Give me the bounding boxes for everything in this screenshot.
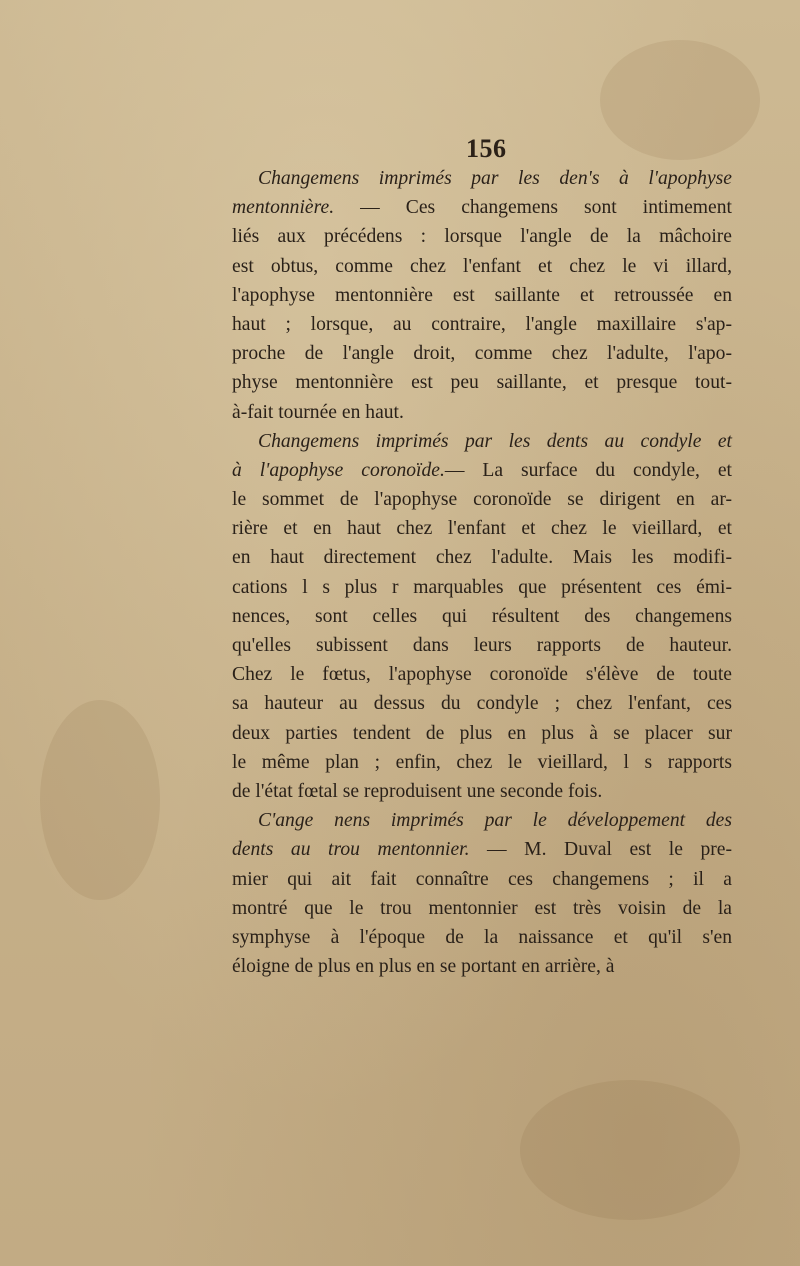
italic-heading-text: à l'apophyse coronoïde. [232, 459, 445, 481]
body-text-segment: symphyse à l'époque de la naissance et qu'il s'en [232, 926, 732, 948]
body-text-segment: cations l s plus r marquables que présentent ces émi- [232, 576, 732, 598]
body-text-segment: liés aux précédens : lorsque l'angle de la mâchoire [232, 226, 732, 248]
italic-heading-text: Changemens imprimés par les den's à l'apophyse [258, 168, 732, 189]
text-line [232, 631, 732, 660]
body-text-segment: est obtus, comme chez l'enfant et chez le vi illard, [232, 255, 732, 277]
body-text-segment: l'apophyse mentonnière est saillante et retroussée en [232, 284, 732, 306]
body-text-segment: de l'état fœtal se reproduisent une seconde fois. [232, 780, 603, 802]
body-text-segment: en haut directement chez l'adulte. Mais les modifi- [232, 547, 732, 569]
italic-heading-text: C'ange nens imprimés par le développement des [258, 810, 732, 832]
text-line [232, 835, 732, 864]
text-line [232, 514, 732, 543]
body-text-segment: haut ; lorsque, au contraire, l'angle maxillaire s'ap- [232, 313, 732, 335]
text-line [232, 602, 732, 631]
text-line [232, 806, 732, 835]
body-text-segment: montré que le trou mentonnier est très voisin de la [232, 897, 732, 919]
body-text-segment: — Ces changemens sont intimement [334, 197, 732, 219]
text-line [232, 777, 732, 806]
italic-heading-text: mentonnière. [232, 197, 335, 219]
body-text-segment: nences, sont celles qui résultent des changemens [232, 605, 732, 627]
text-line [232, 281, 732, 310]
body-text-segment: — M. Duval est le pre- [469, 839, 733, 861]
text-line [232, 485, 732, 514]
text-line [232, 339, 732, 368]
italic-heading-text: dents au trou mentonnier. [232, 839, 470, 861]
text-line [232, 748, 732, 777]
italic-heading-text: Changemens imprimés par les dents au condyle et [258, 430, 732, 452]
paper-stain [40, 700, 160, 900]
body-text-segment: éloigne de plus en plus en se portant en arrière, à [232, 956, 615, 978]
text-line [232, 689, 732, 718]
text-line [232, 310, 732, 339]
paragraph [232, 164, 732, 427]
body-text-segment: — La surface du condyle, et [444, 459, 732, 481]
body-text-segment: mier qui ait fait connaître ces changemens ; il a [232, 868, 732, 890]
text-line [232, 573, 732, 602]
body-text-segment: qu'elles subissent dans leurs rapports de hauteur. [232, 635, 732, 656]
text-line [232, 222, 732, 251]
paper-stain [600, 40, 760, 160]
text-line [232, 952, 732, 981]
text-line [232, 923, 732, 952]
body-text-segment: sa hauteur au dessus du condyle ; chez l'enfant, ces [232, 693, 732, 715]
text-line [232, 660, 732, 689]
text-line [232, 193, 732, 222]
text-line [232, 543, 732, 572]
page-number: 156 [466, 134, 507, 163]
body-text-segment: à-fait tournée en haut. [232, 401, 404, 423]
body-text-segment: le sommet de l'apophyse coronoïde se dirigent en ar- [232, 489, 732, 511]
body-text-segment: le même plan ; enfin, chez le vieillard, l s rapports [232, 751, 732, 773]
body-text-segment: deux parties tendent de plus en plus à se placer sur [232, 722, 732, 744]
body-text-segment: proche de l'angle droit, comme chez l'adulte, l'apo- [232, 343, 732, 365]
text-line [232, 164, 732, 193]
paragraph [232, 806, 732, 981]
text-line [232, 427, 732, 456]
text-line [232, 719, 732, 748]
body-text-segment: rière et en haut chez l'enfant et chez le vieillard, et [232, 518, 732, 540]
paper-stain [520, 1080, 740, 1220]
text-line [232, 252, 732, 281]
body-text-segment: Chez le fœtus, l'apophyse coronoïde s'élève de toute [232, 664, 732, 686]
text-line [232, 894, 732, 923]
text-line [232, 368, 732, 397]
body-text [232, 164, 732, 981]
text-line [232, 398, 732, 427]
paragraph [232, 427, 732, 806]
text-line [232, 456, 732, 485]
body-text-segment: physe mentonnière est peu saillante, et presque tout- [232, 372, 732, 394]
text-line [232, 865, 732, 894]
